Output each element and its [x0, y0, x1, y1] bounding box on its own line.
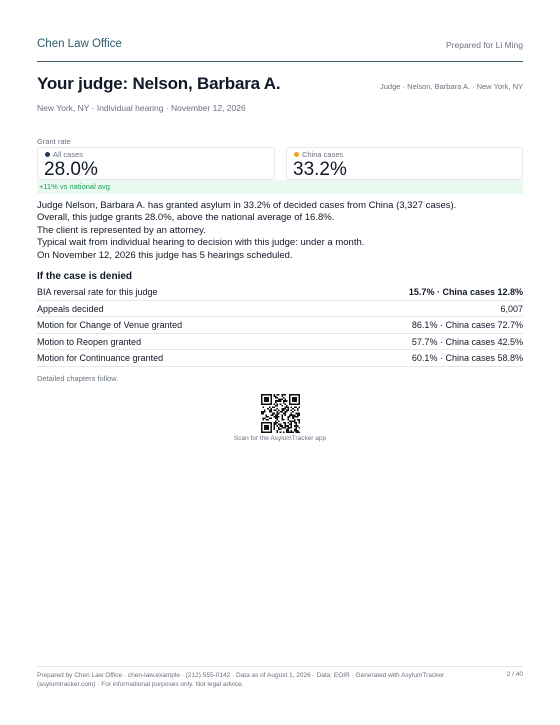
all-cases-label — [45, 150, 83, 159]
qr-caption: Scan for the AsylumTracker app — [233, 435, 327, 442]
table-row — [37, 301, 523, 318]
table-row — [37, 334, 523, 351]
page-footer — [37, 666, 523, 689]
row-label: Motion for Continuance granted — [37, 353, 164, 363]
china-cases-card — [286, 147, 523, 180]
judge-breadcrumb: Judge · Nelson, Barbara A. · New York, NY — [380, 82, 523, 91]
all-cases-card — [37, 147, 275, 180]
table-row — [37, 350, 523, 367]
grant-rate-label: Grant rate — [37, 137, 71, 146]
hearing-subtitle: New York, NY · Individual hearing · November 12, 2026 — [37, 103, 246, 113]
china-cases-label — [294, 150, 343, 159]
row-value: 60.1% · China cases 58.8% — [411, 353, 523, 363]
china-cases-dot-icon — [294, 152, 299, 157]
chapters-follow-note: Detailed chapters follow. — [37, 374, 119, 383]
all-cases-label-text: All cases — [53, 150, 84, 159]
row-label: Motion to Reopen granted — [37, 336, 142, 347]
firm-name: Chen Law Office — [37, 38, 122, 50]
national-avg-diff-badge: +11% vs national avg — [37, 180, 523, 194]
footer-text: Prepared by Chen Law Office · chen-law.example · (212) 555-0142 · Data as of August 1, 2026 · Data: EOIR · Generated with AsylumTracker (asylumtracker.com) · For informational purposes only. Not legal advice. — [37, 672, 445, 688]
china-cases-value: 33.2% — [293, 159, 347, 180]
summary-line: On November 12, 2026 this judge has 5 hearings scheduled. — [37, 249, 293, 261]
row-label: Appeals decided — [37, 303, 104, 314]
page-number: 2 / 40 — [506, 671, 523, 678]
row-value: 6,007 — [500, 303, 523, 314]
row-value: 86.1% · China cases 72.7% — [411, 320, 523, 330]
qr-code-icon[interactable] — [261, 394, 300, 433]
summary-text — [37, 200, 523, 262]
prepared-for: Prepared for Li Ming — [445, 40, 523, 50]
table-row — [37, 284, 523, 301]
summary-line: The client is represented by an attorney. — [37, 224, 206, 236]
row-label: BIA reversal rate for this judge — [37, 287, 158, 297]
china-cases-label-text: China cases — [302, 150, 344, 159]
row-value: 15.7% · China cases 12.8% — [408, 287, 523, 297]
all-cases-value: 28.0% — [44, 159, 98, 180]
all-cases-dot-icon — [45, 152, 50, 157]
page-header — [37, 36, 523, 62]
table-row — [37, 317, 523, 334]
page-title: Your judge: Nelson, Barbara A. — [37, 74, 281, 93]
summary-line: Typical wait from individual hearing to decision with this judge: under a month. — [37, 237, 365, 249]
denied-stats-table — [37, 284, 523, 367]
row-value: 57.7% · China cases 42.5% — [411, 336, 523, 347]
denied-section-title: If the case is denied — [37, 271, 133, 282]
row-label: Motion for Change of Venue granted — [37, 320, 183, 330]
summary-line: Overall, this judge grants 28.0%, above the national average of 16.8%. — [37, 212, 335, 224]
summary-line: Judge Nelson, Barbara A. has granted asylum in 33.2% of decided cases from China (3,327 cases). — [37, 200, 457, 211]
